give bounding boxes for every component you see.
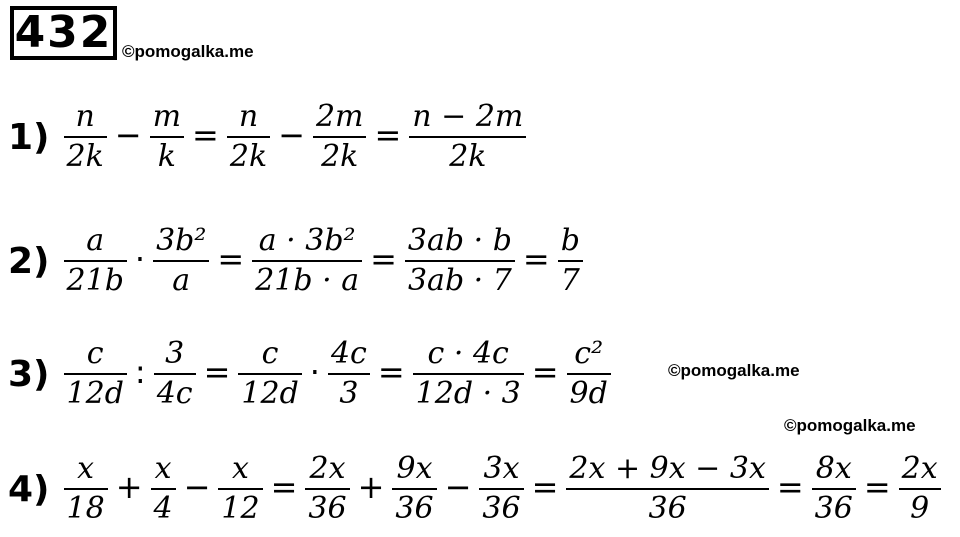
- fraction-numerator: a: [86, 223, 105, 258]
- fraction: [392, 450, 436, 528]
- fraction-denominator: a: [172, 263, 191, 298]
- fraction: [566, 450, 768, 528]
- fraction-numerator: 2x: [901, 451, 938, 486]
- fraction-denominator: 12d: [241, 376, 299, 411]
- fraction: [151, 450, 176, 528]
- operator: =: [522, 240, 550, 278]
- equation-row-3: [8, 335, 615, 413]
- fraction-denominator: 9: [910, 491, 930, 526]
- fraction-numerator: 2m: [315, 99, 364, 134]
- fraction-denominator: 12d · 3: [415, 376, 521, 411]
- operator: =: [370, 240, 397, 278]
- fraction-numerator: c · 4c: [427, 336, 509, 371]
- fraction-denominator: 18: [66, 491, 105, 526]
- fraction: [64, 335, 127, 413]
- fraction: [899, 450, 941, 528]
- operator: =: [531, 468, 559, 506]
- fraction-denominator: 12: [221, 491, 260, 526]
- operator: =: [203, 353, 231, 391]
- fraction-denominator: 2k: [449, 139, 487, 174]
- fraction-numerator: x: [154, 451, 172, 486]
- operator: =: [776, 468, 804, 506]
- fraction: [413, 335, 524, 413]
- fraction: [238, 335, 301, 413]
- fraction: [64, 98, 107, 176]
- fraction: [812, 450, 856, 528]
- fraction-denominator: 36: [814, 491, 853, 526]
- fraction: [409, 98, 526, 176]
- operator: −: [444, 468, 472, 506]
- operator: :: [134, 353, 146, 391]
- fraction-denominator: 12d: [66, 376, 124, 411]
- watermark: ©pomogalka.me: [668, 361, 800, 380]
- fraction-denominator: 2k: [321, 139, 359, 174]
- equation-label: 1): [8, 116, 50, 158]
- fraction: [328, 335, 370, 413]
- operator: −: [183, 468, 211, 506]
- equation-label: 4): [8, 468, 50, 510]
- fraction-numerator: x: [232, 451, 249, 486]
- fraction-denominator: 7: [560, 263, 580, 298]
- fraction-numerator: 4c: [330, 336, 367, 371]
- fraction: [150, 98, 184, 176]
- operator: =: [217, 240, 245, 278]
- fraction-numerator: 3ab · b: [407, 223, 512, 258]
- fraction-numerator: a · 3b²: [258, 223, 356, 258]
- fraction: [558, 222, 583, 300]
- fraction-numerator: n − 2m: [412, 99, 524, 134]
- problem-number: 432: [10, 6, 117, 60]
- fraction-numerator: n: [238, 99, 259, 134]
- operator: =: [531, 353, 559, 391]
- fraction-denominator: 4c: [156, 376, 193, 411]
- fraction-denominator: 36: [482, 491, 521, 526]
- operator: =: [374, 116, 402, 154]
- watermark: ©pomogalka.me: [122, 42, 254, 61]
- fraction-denominator: 36: [648, 491, 687, 526]
- fraction: [64, 450, 108, 528]
- fraction-denominator: 3: [339, 376, 359, 411]
- operator: ·: [134, 240, 146, 278]
- operator: −: [114, 116, 142, 154]
- fraction: [313, 98, 367, 176]
- equation-label: 2): [8, 240, 50, 282]
- fraction: [252, 222, 362, 300]
- fraction-numerator: c: [261, 336, 279, 371]
- operator: −: [278, 116, 305, 154]
- operator: =: [192, 116, 219, 154]
- fraction-numerator: 3: [165, 336, 185, 371]
- fraction-numerator: 9x: [396, 451, 433, 486]
- fraction-denominator: 36: [308, 491, 347, 526]
- operator: =: [377, 353, 405, 391]
- fraction-denominator: 21b · a: [255, 263, 360, 298]
- fraction: [153, 222, 209, 300]
- equation-row-4: [8, 450, 945, 528]
- fraction-denominator: 2k: [66, 139, 104, 174]
- operator: ·: [309, 353, 320, 391]
- fraction-denominator: k: [157, 139, 176, 174]
- fraction: [227, 98, 270, 176]
- operator: +: [115, 468, 143, 506]
- fraction-denominator: 9d: [569, 376, 608, 411]
- fraction-denominator: 36: [395, 491, 434, 526]
- fraction: [305, 450, 349, 528]
- fraction: [405, 222, 515, 300]
- fraction-denominator: 2k: [229, 139, 268, 174]
- fraction-numerator: 2x: [309, 451, 346, 486]
- fraction: [64, 222, 127, 300]
- fraction-numerator: x: [77, 451, 95, 486]
- fraction-numerator: 8x: [815, 451, 852, 486]
- operator: =: [863, 468, 891, 506]
- fraction-numerator: b: [560, 223, 580, 258]
- operator: +: [357, 468, 385, 506]
- fraction-numerator: 3b²: [156, 223, 207, 258]
- fraction-numerator: 3x: [483, 451, 520, 486]
- fraction-numerator: c: [86, 336, 104, 371]
- equation-row-1: [8, 98, 530, 176]
- operator: =: [270, 468, 298, 506]
- watermark: ©pomogalka.me: [784, 416, 916, 435]
- fraction-denominator: 3ab · 7: [407, 263, 512, 298]
- equation-row-2: [8, 222, 587, 300]
- fraction-denominator: 4: [153, 491, 173, 526]
- fraction: [218, 450, 262, 528]
- fraction-denominator: 21b: [66, 263, 124, 298]
- fraction: [567, 335, 611, 413]
- fraction: [154, 335, 196, 413]
- fraction-numerator: c²: [574, 336, 604, 371]
- fraction-numerator: n: [75, 99, 95, 134]
- fraction-numerator: 2x + 9x − 3x: [569, 451, 766, 486]
- fraction-numerator: m: [152, 99, 182, 134]
- fraction: [479, 450, 523, 528]
- equation-label: 3): [8, 353, 50, 395]
